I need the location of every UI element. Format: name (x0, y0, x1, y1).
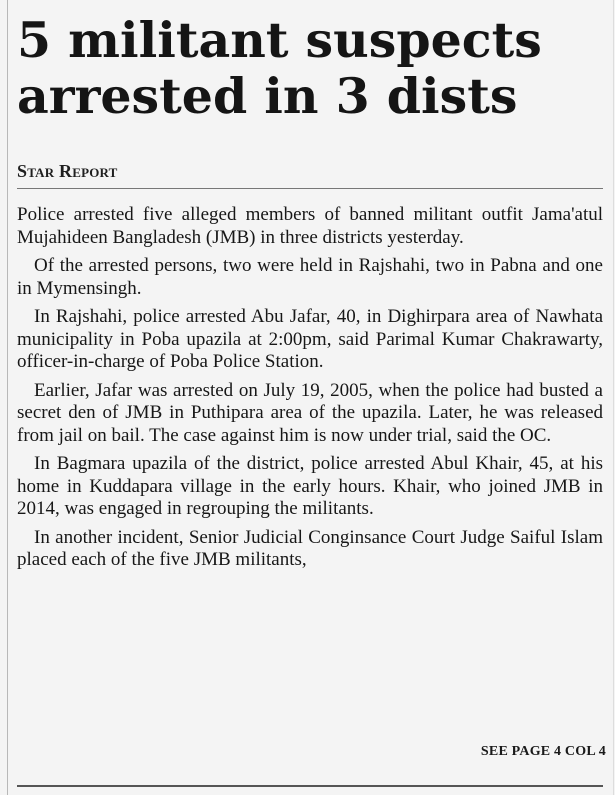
article-paragraph-5: In Bagmara upazila of the district, police arrested Abul Khair, 45, at his home in Kuddapara village in the early hours. Khair, who joined JMB in 2014, was engaged in regrouping the militants. (17, 453, 603, 519)
byline: Star Report (17, 161, 118, 181)
headline-line-1: 5 militant suspects (17, 11, 542, 69)
continuation-note: SEE PAGE 4 COL 4 (480, 744, 606, 759)
article-headline (17, 12, 607, 124)
bottom-rule (17, 785, 603, 787)
article-paragraph-4: Earlier, Jafar was arrested on July 19, 2005, when the police had busted a secret den of JMB in Puthipara area of the upazila. Later, he was released from jail on bail. The case against him is now under trial, said the OC. (17, 379, 603, 446)
left-column-rule (7, 0, 8, 795)
article-body (17, 204, 603, 578)
byline-section (17, 160, 603, 189)
headline-line-2: arrested in 3 dists (17, 67, 518, 125)
article-paragraph-6: In another incident, Senior Judicial Conginsance Court Judge Saiful Islam placed each of the five JMB militants, (17, 526, 603, 570)
article-paragraph-2: Of the arrested persons, two were held in Rajshahi, two in Pabna and one in Mymensingh. (17, 255, 603, 299)
article-paragraph-1: Police arrested five alleged members of banned militant outfit Jama'atul Mujahideen Bangladesh (JMB) in three districts yesterday. (17, 204, 603, 248)
right-column-rule (613, 0, 614, 795)
article-paragraph-3: In Rajshahi, police arrested Abu Jafar, 40, in Dighirpara area of Nawhata municipality in Poba upazila at 2:00pm, said Parimal Kumar Chakrawarty, officer-in-charge of Poba Police Station. (17, 306, 603, 372)
